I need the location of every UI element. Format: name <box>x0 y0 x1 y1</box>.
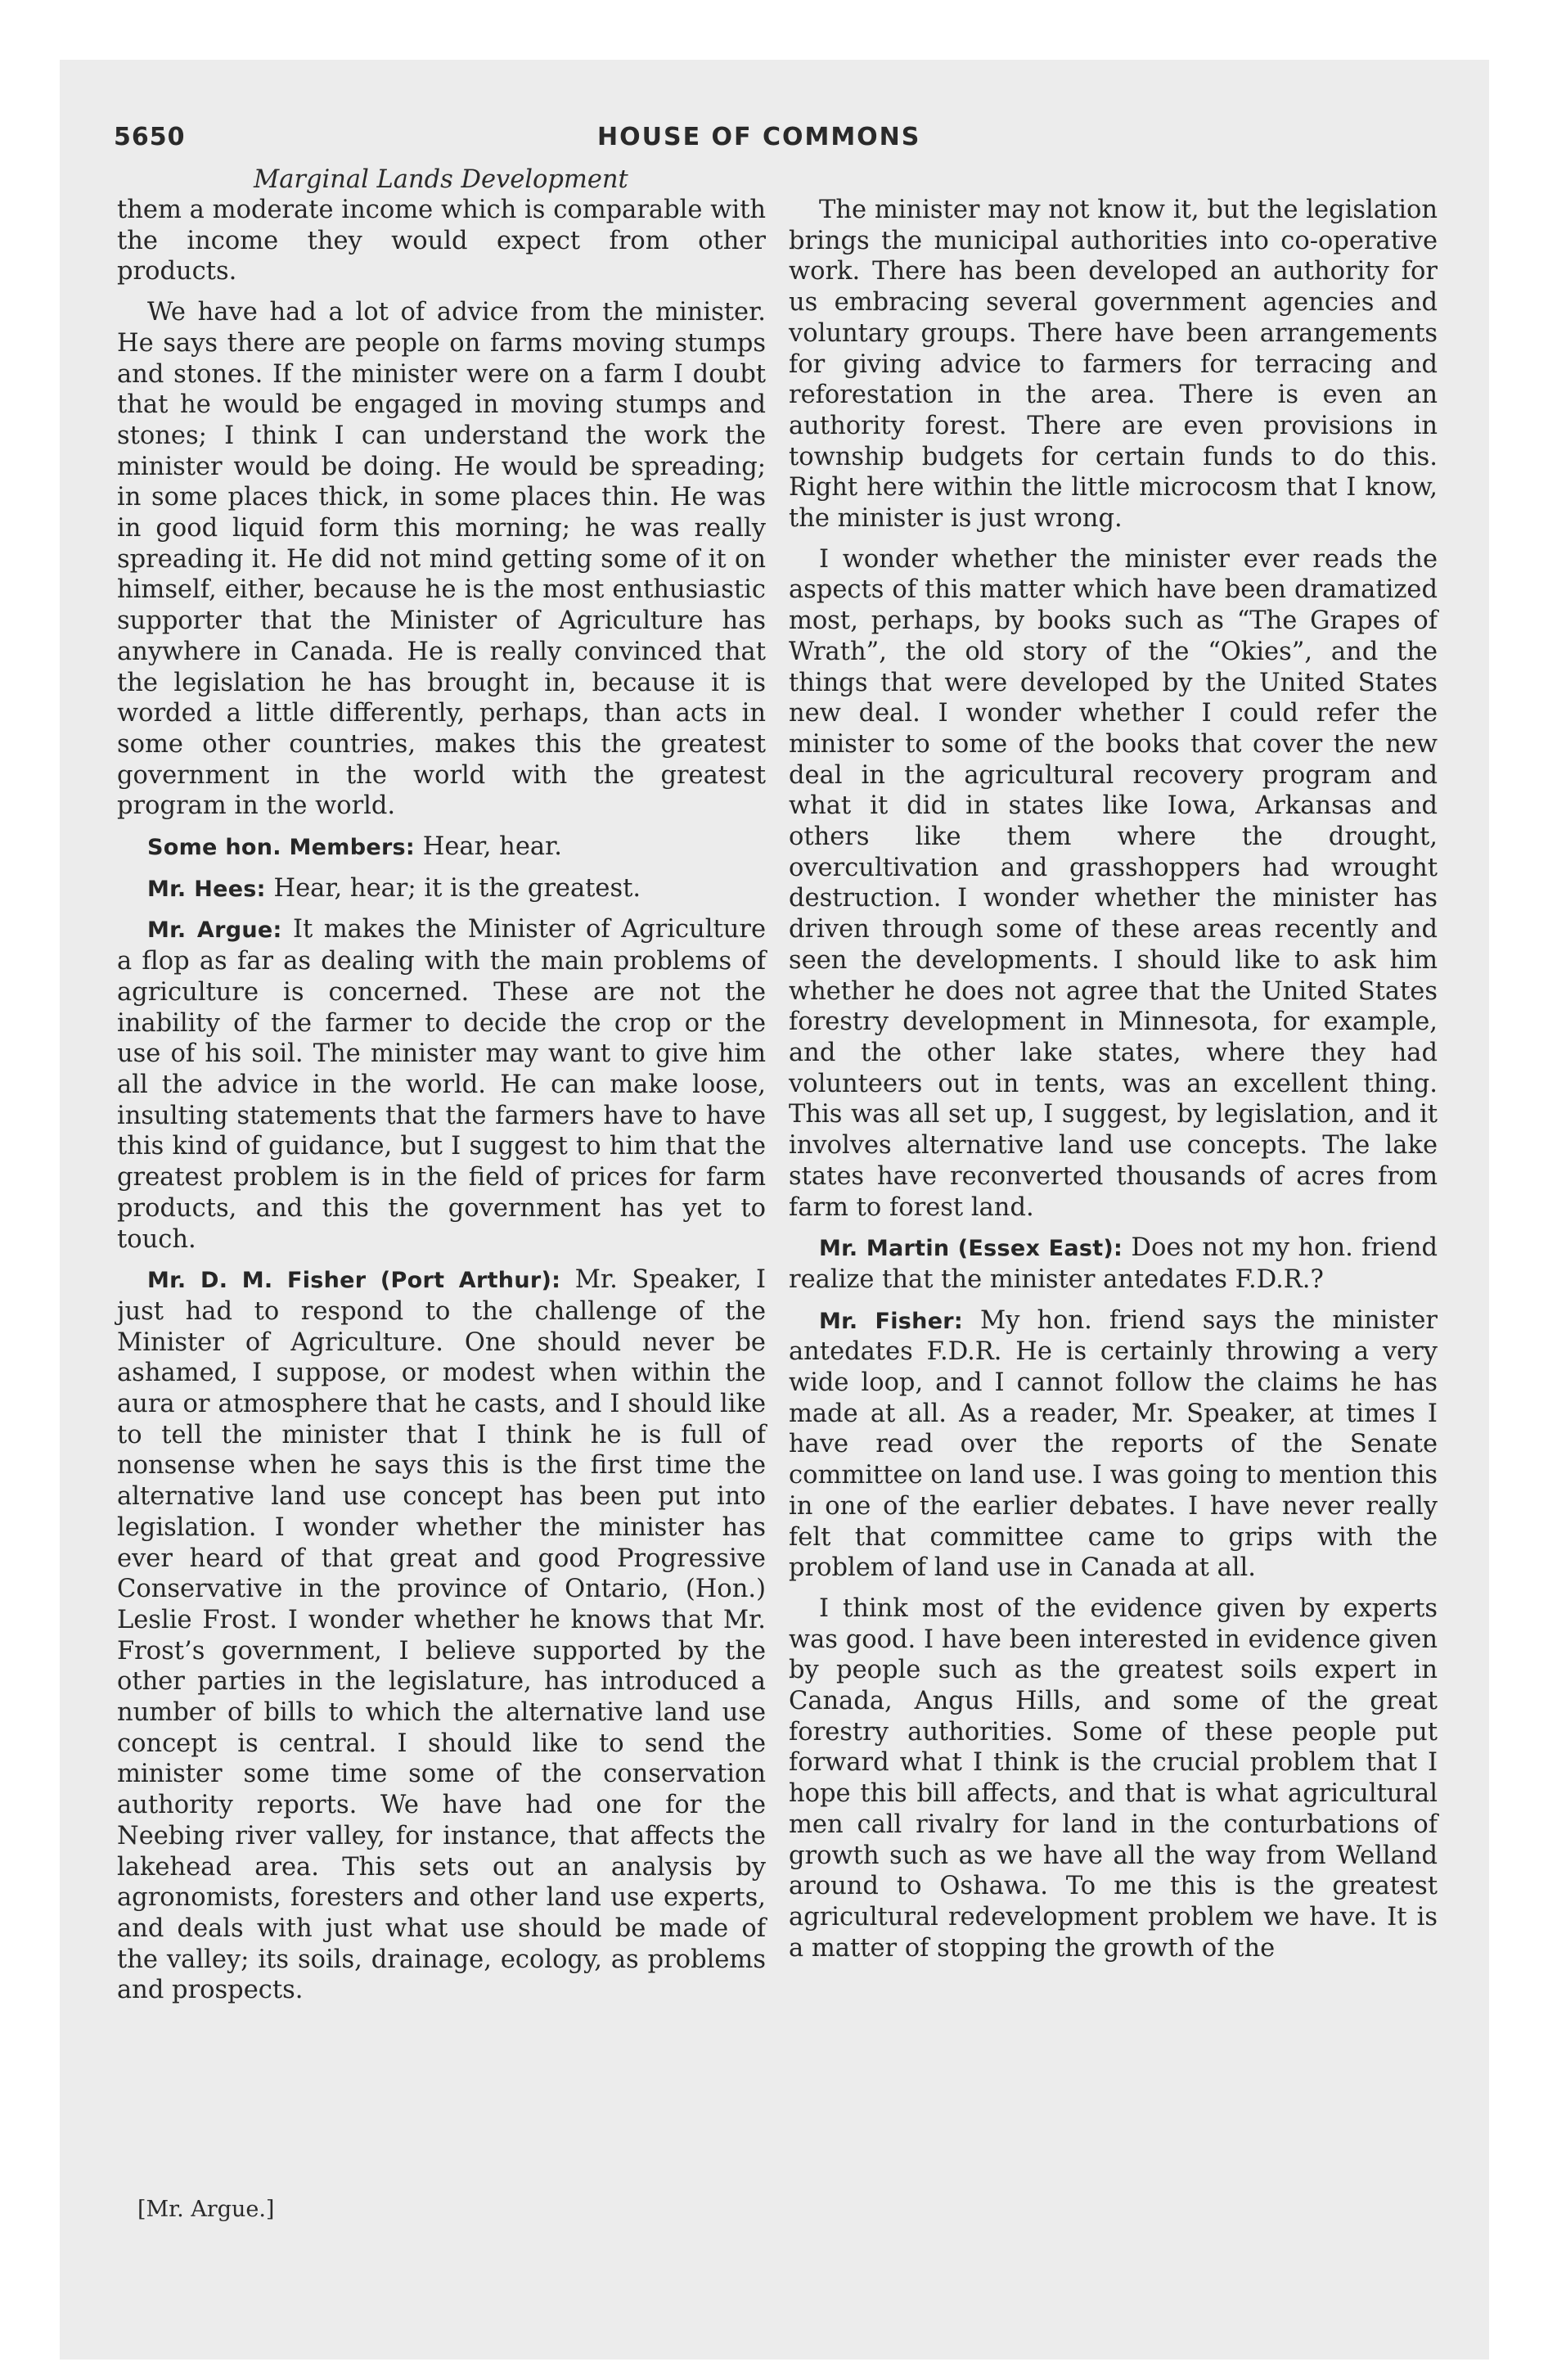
paragraph: I wonder whether the minister ever reads the aspects of this matter which have been dramatized most, perhaps, by books such as “The Grapes of Wrath”, the old story of the “Okies”, and the things that were developed by the United States new deal. I wonder whether I could refer the minister to some of the books that cover the new deal in the agricultural recovery program and what it did in states like Iowa, Arkansas and others like them where the drought, overcultivation and grasshoppers had wrought destruction. I wonder whether the minister has driven through some of these areas recently and seen the developments. I should like to ask him whether he does not agree that the United States forestry development in Minnesota, for example, and the other lake states, where they had volunteers out in tents, was an excellent thing. This was all set up, I suggest, by legislation, and it involves alternative land use concepts. The lake states have reconverted thousands of acres from farm to forest land. <box>789 544 1438 1222</box>
speech <box>789 1233 1438 1295</box>
speech-text: My hon. friend says the minister antedates F.D.R. He is certainly throwing a very wide loop, and I cannot follow the claims he has made at all. As a reader, Mr. Speaker, at times I have read over the reports of the Senate committee on land use. I was going to mention this in one of the earlier debates. I have never really felt that committee came to grips with the problem of land use in Canada at all. <box>789 1305 1438 1583</box>
section-subhead: Marginal Lands Development <box>254 165 628 194</box>
paragraph: them a moderate income which is comparable with the income they would expect from other products. <box>117 196 766 286</box>
speaker-name: Mr. Martin (Essex East): <box>819 1236 1123 1262</box>
speech <box>117 832 766 863</box>
speech <box>117 1264 766 2006</box>
speech-text: Hear, hear. <box>422 832 562 862</box>
paragraph: We have had a lot of advice from the minister. He says there are people on farms moving stumps and stones. If the minister were on a farm I doubt that he would be engaged in moving stumps and stones; I think I can understand the work the minister would be doing. He would be spreading; in some places thick, in some places thin. He was in good liquid form this morning; he was really spreading it. He did not mind getting some of it on himself, either, because he is the most enthusiastic supporter that the Minister of Agriculture has anywhere in Canada. He is really convinced that the legislation he has brought in, because it is worded a little differently, perhaps, than acts in some other countries, makes this the greatest government in the world with the greatest program in the world. <box>117 298 766 821</box>
footer-speaker-tag: [Mr. Argue.] <box>137 2197 275 2222</box>
speaker-name: Mr. Fisher: <box>819 1308 964 1334</box>
left-column <box>117 195 766 2016</box>
speech <box>789 1305 1438 1584</box>
speech-text: Hear, hear; it is the greatest. <box>273 873 641 903</box>
speech <box>117 914 766 1255</box>
paragraph: The minister may not know it, but the legislation brings the municipal authorities into co-operative work. There has been developed an authority for us embracing several government agencies and voluntary groups. There have been arrangements for giving advice to farmers for terracing and reforestation in the area. There is even an authority forest. There are even provisions in township budgets for certain funds to do this. Right here within the little microcosm that I know, the minister is just wrong. <box>789 196 1438 534</box>
paragraph: I think most of the evidence given by experts was good. I have been interested in evidence given by people such as the greatest soils expert in Canada, Angus Hills, and some of the great forestry authorities. Some of these people put forward what I think is the crucial problem that I hope this bill affects, and that is what agricultural men call rivalry for land in the conturbations of growth such as we have all the way from Welland around to Oshawa. To me this is the greatest agricultural redevelopment problem we have. It is a matter of stopping the growth of the <box>789 1593 1438 1963</box>
running-head: HOUSE OF COMMONS <box>597 123 921 151</box>
speaker-name: Mr. D. M. Fisher (Port Arthur): <box>147 1268 561 1294</box>
speech-text: Does not my hon. friend realize that the minister antedates F.D.R.? <box>789 1233 1438 1294</box>
speech-text: Mr. Speaker, I just had to respond to the challenge of the Minister of Agriculture. One should never be ashamed, I suppose, or modest when within the aura or atmosphere that he casts, and I should like to tell the minister that I think he is full of nonsense when he says this is the first time the alternative land use concept has been put into legislation. I wonder whether the minister has ever heard of that great and good Progressive Conservative in the province of Ontario, (Hon.) Leslie Frost. I wonder whether he knows that Mr. Frost’s government, I believe supported by the other parties in the legislature, has introduced a number of bills to which the alternative land use concept is central. I should like to send the minister some time some of the conservation authority reports. We have had one for the Neebing river valley, for instance, that affects the lakehead area. This sets out an analysis by agronomists, foresters and other land use experts, and deals with just what use should be made of the valley; its soils, drainage, ecology, as problems and prospects. <box>117 1265 766 2005</box>
speaker-name: Mr. Hees: <box>147 876 266 902</box>
speech-text: It makes the Minister of Agriculture a flop as far as dealing with the main problems of agriculture is concerned. These are not the inability of the farmer to decide the crop or the use of his soil. The minister may want to give him all the advice in the world. He can make loose, insulting statements that the farmers have to have this kind of guidance, but I suggest to him that the greatest problem is in the field of prices for farm products, and this the government has yet to touch. <box>117 915 766 1254</box>
speaker-name: Mr. Argue: <box>147 917 282 944</box>
speaker-name: Some hon. Members: <box>147 835 416 861</box>
speech <box>117 873 766 905</box>
page-number: 5650 <box>114 123 186 151</box>
right-column <box>789 195 1438 1973</box>
